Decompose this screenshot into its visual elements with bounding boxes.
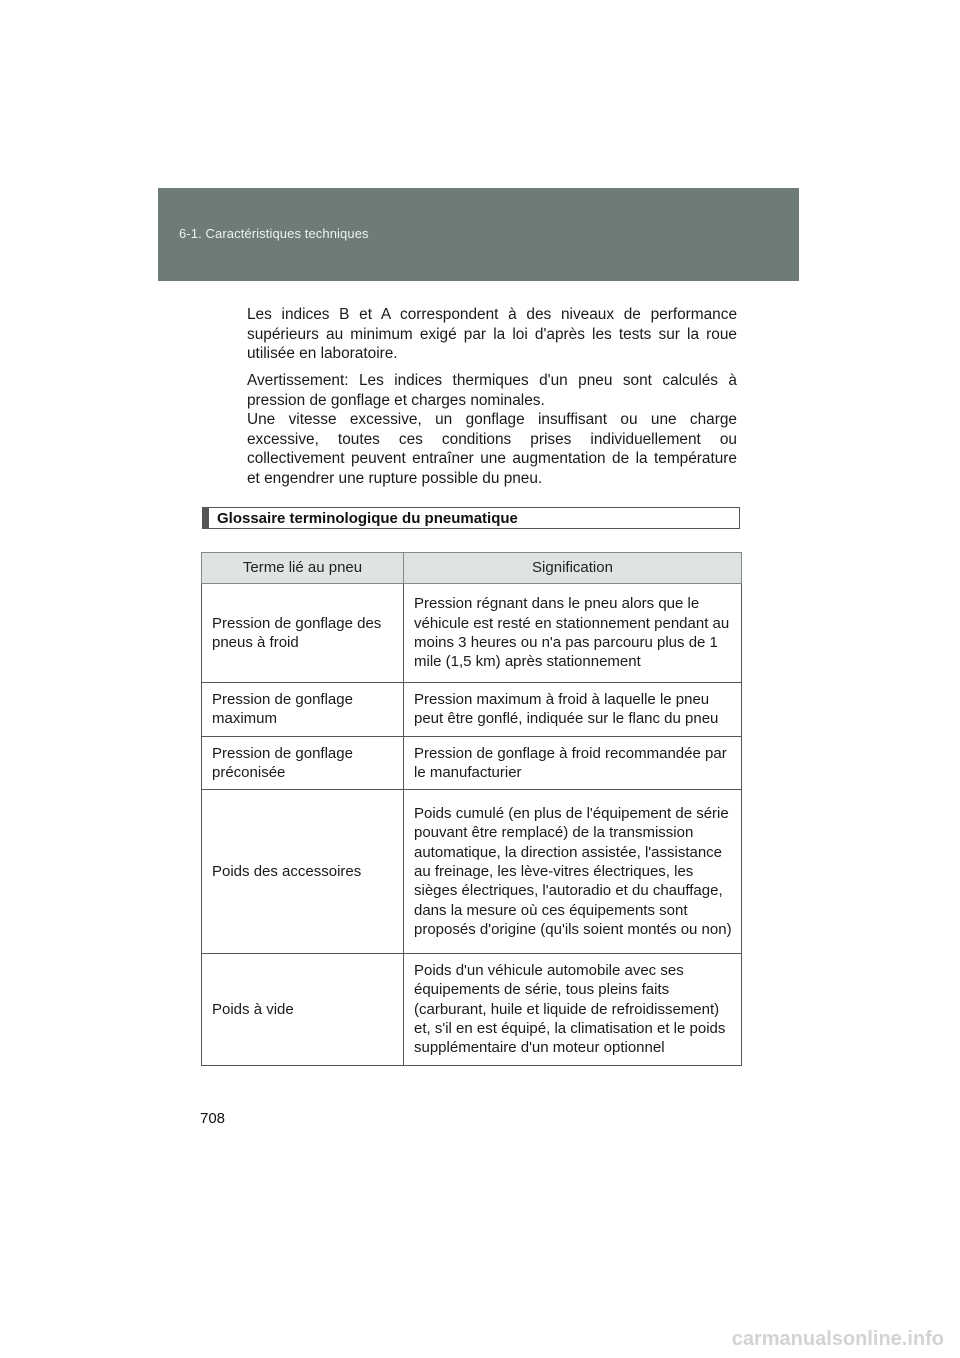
table-row [202, 584, 742, 683]
section-label: 6-1. Caractéristiques techniques [179, 226, 369, 241]
paragraph-warning [247, 371, 737, 488]
term-cell: Poids à vide [202, 954, 404, 1065]
table-header-row [202, 553, 742, 584]
glossary-title: Glossaire terminologique du pneumatique [217, 509, 518, 527]
meaning-cell: Poids d'un véhicule automobile avec ses équipements de série, tous pleins faits (carburant, huile et liquide de refroidissement) et, s'il en est équipé, la climatisation et le poids supplémentaire d'un moteur optionnel [404, 954, 742, 1065]
glossary-table [201, 552, 742, 1066]
term-cell: Pression de gonflage des pneus à froid [202, 584, 404, 683]
meaning-cell: Poids cumulé (en plus de l'équipement de série pouvant être remplacé) de la transmission automatique, la direction assistée, l'assistance au freinage, les lève-vitres électriques, les sièges électriques, l'autoradio et du chauffage, dans la mesure où ces équipements sont proposés d'origine (qu'ils soient montés ou non) [404, 790, 742, 954]
meaning-cell: Pression régnant dans le pneu alors que le véhicule est resté en stationnement pendant au moins 3 heures ou n'a pas parcouru plus de 1 mile (1,5 km) après stationnement [404, 584, 742, 683]
table-row [202, 683, 742, 737]
table-row [202, 954, 742, 1065]
glossary-heading [202, 507, 740, 529]
warning-line-1: Avertissement: Les indices thermiques d'un pneu sont calculés à pression de gonflage et charges nominales. [247, 372, 737, 409]
table-row [202, 790, 742, 954]
heading-marker-bar [203, 508, 209, 528]
term-cell: Poids des accessoires [202, 790, 404, 954]
section-header-band [158, 188, 799, 281]
table-row [202, 736, 742, 790]
watermark: carmanualsonline.info [731, 1328, 944, 1350]
meaning-cell: Pression maximum à froid à laquelle le pneu peut être gonflé, indiquée sur le flanc du pneu [404, 683, 742, 737]
term-cell: Pression de gonflage préconisée [202, 736, 404, 790]
paragraph-performance-grades: Les indices B et A correspondent à des niveaux de performance supérieurs au minimum exigé par la loi d'après les tests sur la roue utilisée en laboratoire. [247, 306, 737, 362]
header-meaning: Signification [404, 553, 742, 584]
term-cell: Pression de gonflage maximum [202, 683, 404, 737]
header-term: Terme lié au pneu [202, 553, 404, 584]
page-number: 708 [200, 1110, 226, 1127]
meaning-cell: Pression de gonflage à froid recommandée par le manufacturier [404, 736, 742, 790]
warning-line-2: Une vitesse excessive, un gonflage insuffisant ou une charge excessive, toutes ces conditions prises individuellement ou collectivement peuvent entraîner une augmentation de la température et engendrer une rupture possible du pneu. [247, 411, 737, 487]
